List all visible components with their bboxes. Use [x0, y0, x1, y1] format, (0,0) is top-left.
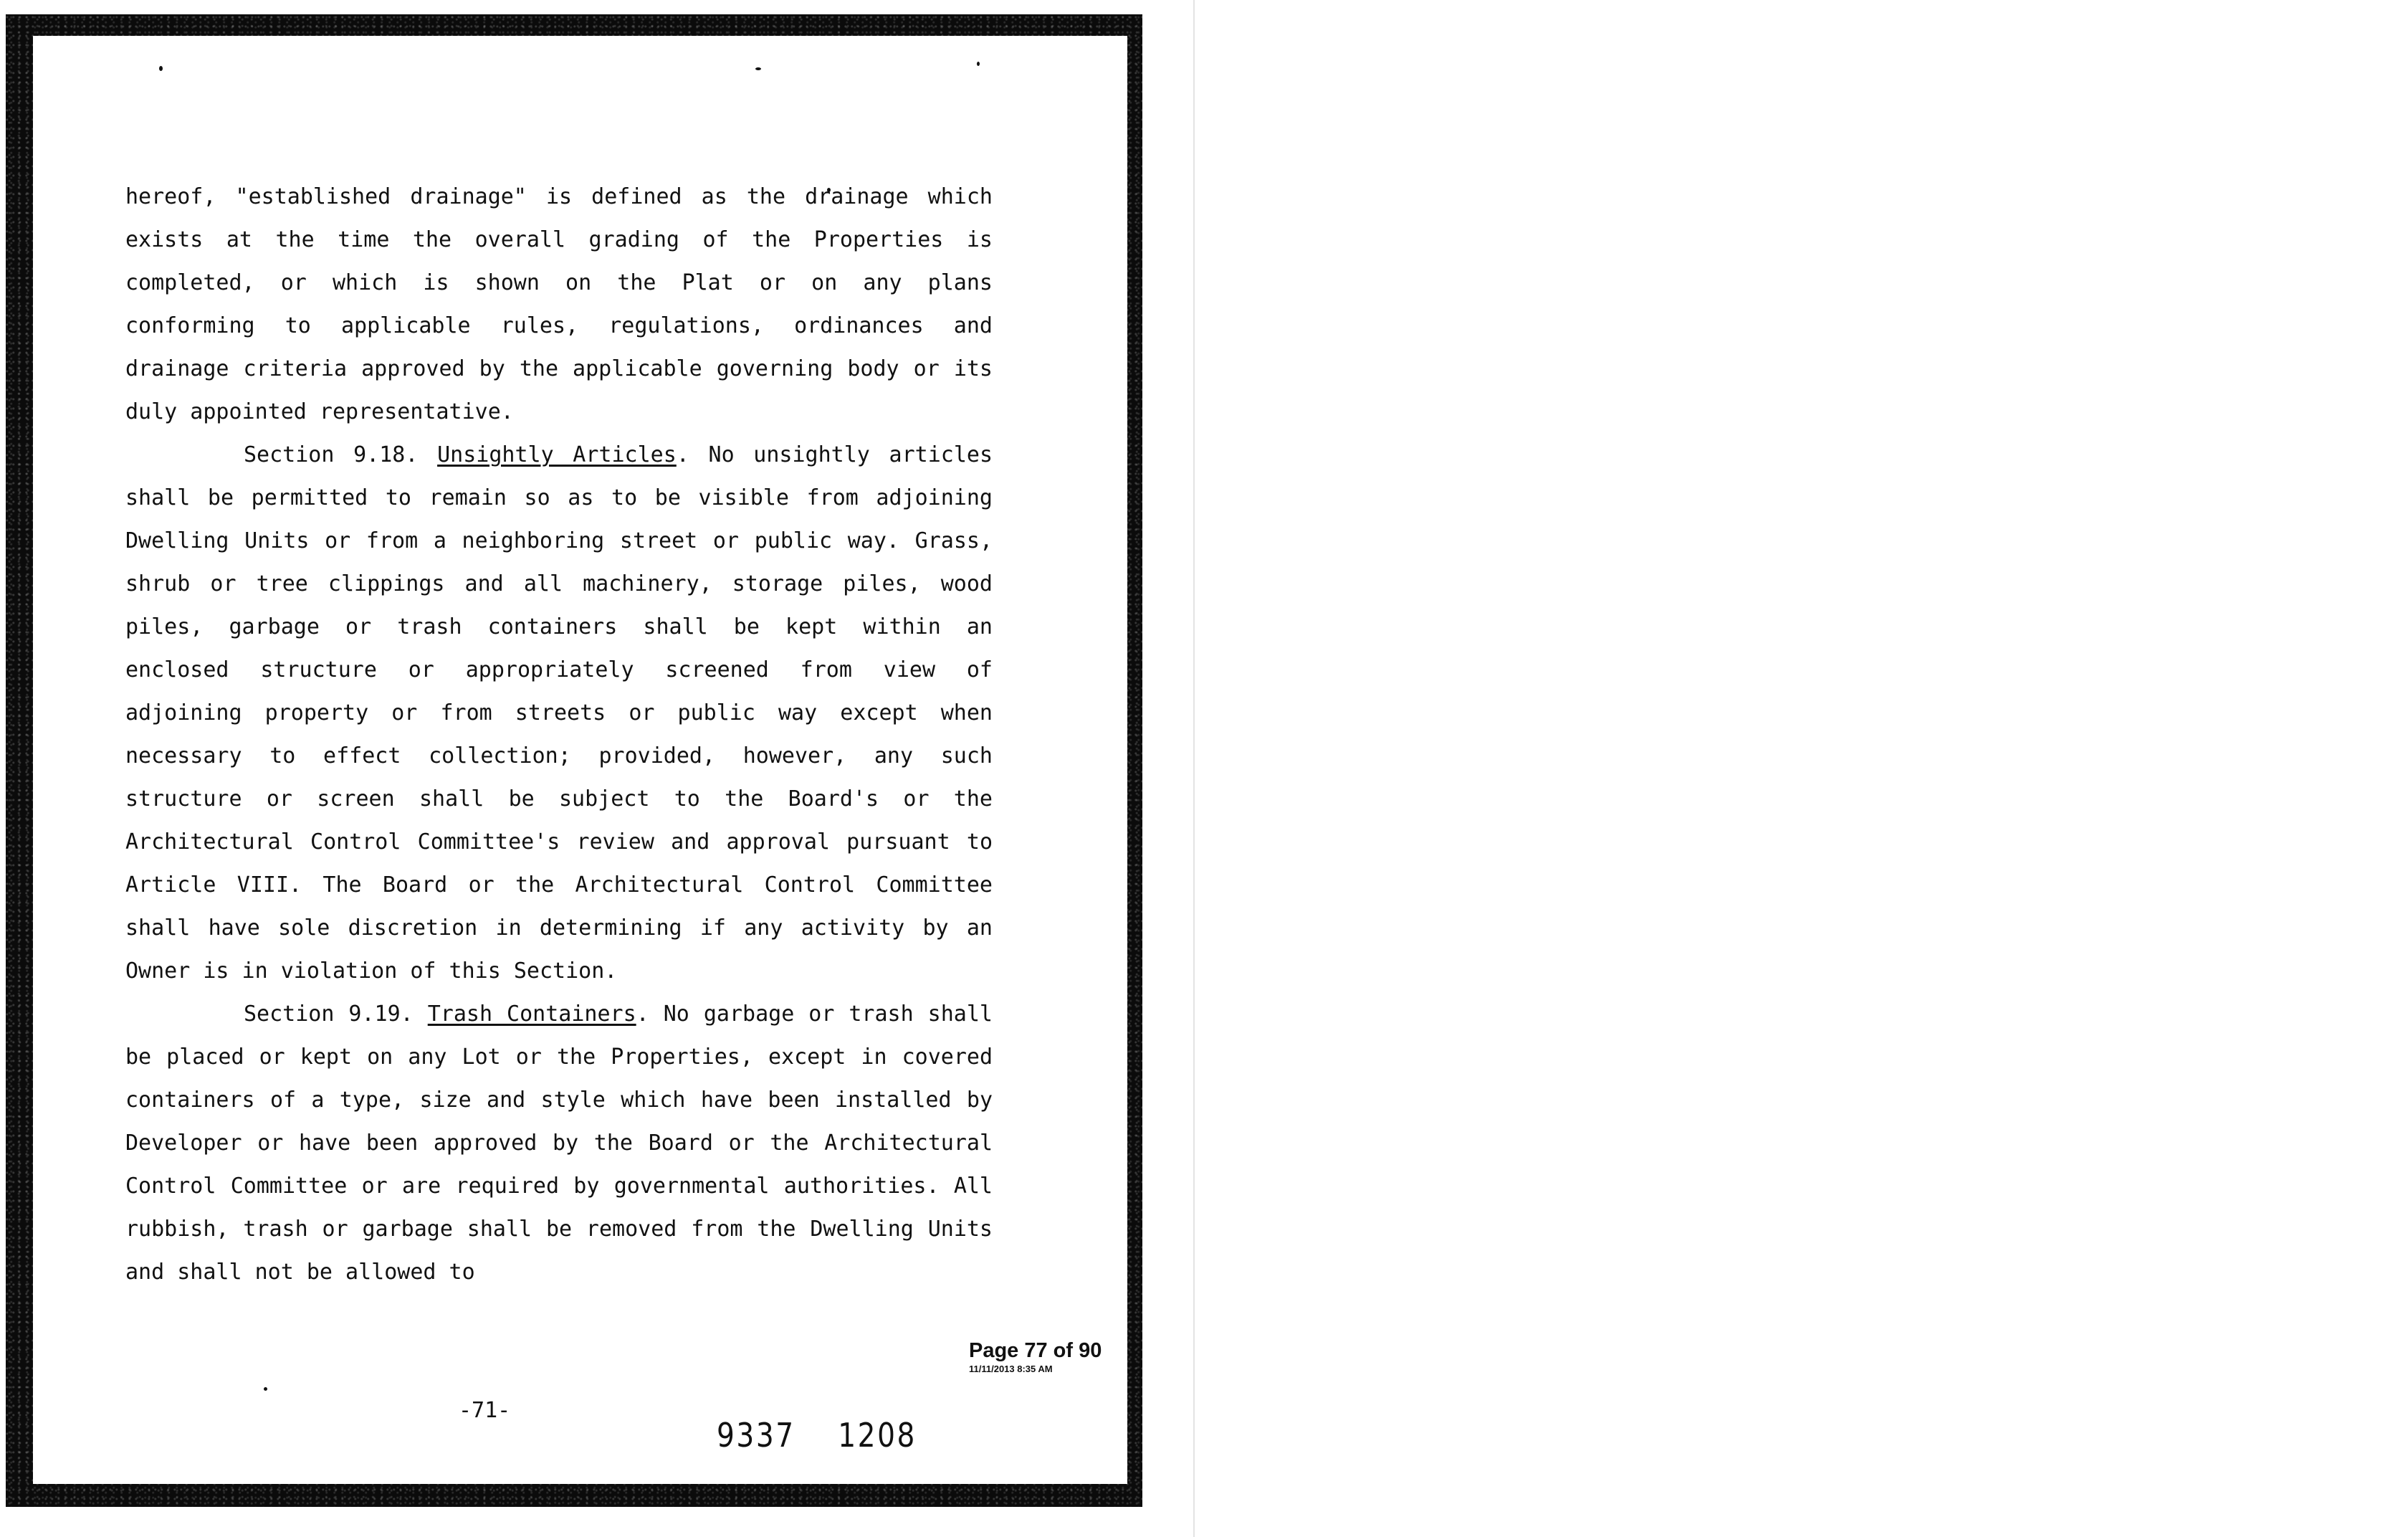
- page-stamp: [969, 1339, 1102, 1374]
- scan-speck: [264, 1387, 267, 1391]
- page-number: -71-: [459, 1398, 511, 1423]
- paragraph-text: . No garbage or trash shall be placed or kept on any Lot or the Properties, except in covered containers of a type, size and style which have been installed by Developer or have been approved by the Board or the Architectural Control Committee or are required by governmental authorities. All rubbish, trash or garbage shall be removed from the Dwelling Units and shall not be allowed to: [125, 1001, 993, 1285]
- book-page-reference: [717, 1416, 917, 1455]
- scan-speck: [977, 62, 980, 66]
- scan-speck: [755, 67, 761, 70]
- section-number: Section 9.18.: [244, 442, 419, 467]
- paragraph-text: . No unsightly articles shall be permitted to remain so as to be visible from adjoining Dwelling Units or from a neighboring street or public way. Grass, shrub or tree clippings and all machinery, storage piles, wood piles, garbage or trash containers shall be kept within an enclosed structure or appropriately screened from view of adjoining property or from streets or public way except when necessary to effect collection; provided, however, any such structure or screen shall be subject to the Board's or the Architectural Control Committee's review and approval pursuant to Article VIII. The Board or the Architectural Control Committee shall have sole discretion in determining if any activity by an Owner is in violation of this Section.: [125, 442, 993, 984]
- paragraph-section-9-18: [125, 434, 993, 993]
- section-heading: Trash Containers: [427, 1001, 636, 1027]
- paragraph-drainage: [125, 176, 993, 434]
- section-number: Section 9.19.: [244, 1001, 414, 1027]
- viewer-divider: [1193, 0, 1195, 1537]
- page-stamp-count: Page 77 of 90: [969, 1339, 1102, 1362]
- scan-speck: [159, 66, 163, 71]
- book-number: 9337: [717, 1416, 796, 1455]
- paragraph-text: hereof, "established drainage" is defined as the drainage which exists at the time the overall grading of the Properties is completed, or which is shown on the Plat or on any plans conforming to applicable rules, regulations, ordinances and drainage criteria approved by the applicable governing body or its duly appointed representative.: [125, 184, 993, 424]
- paragraph-section-9-19: [125, 993, 993, 1294]
- book-page-number: 1208: [838, 1416, 917, 1455]
- page-stamp-timestamp: 11/11/2013 8:35 AM: [969, 1364, 1053, 1374]
- document-body: [125, 176, 993, 1294]
- section-heading: Unsightly Articles: [437, 442, 677, 467]
